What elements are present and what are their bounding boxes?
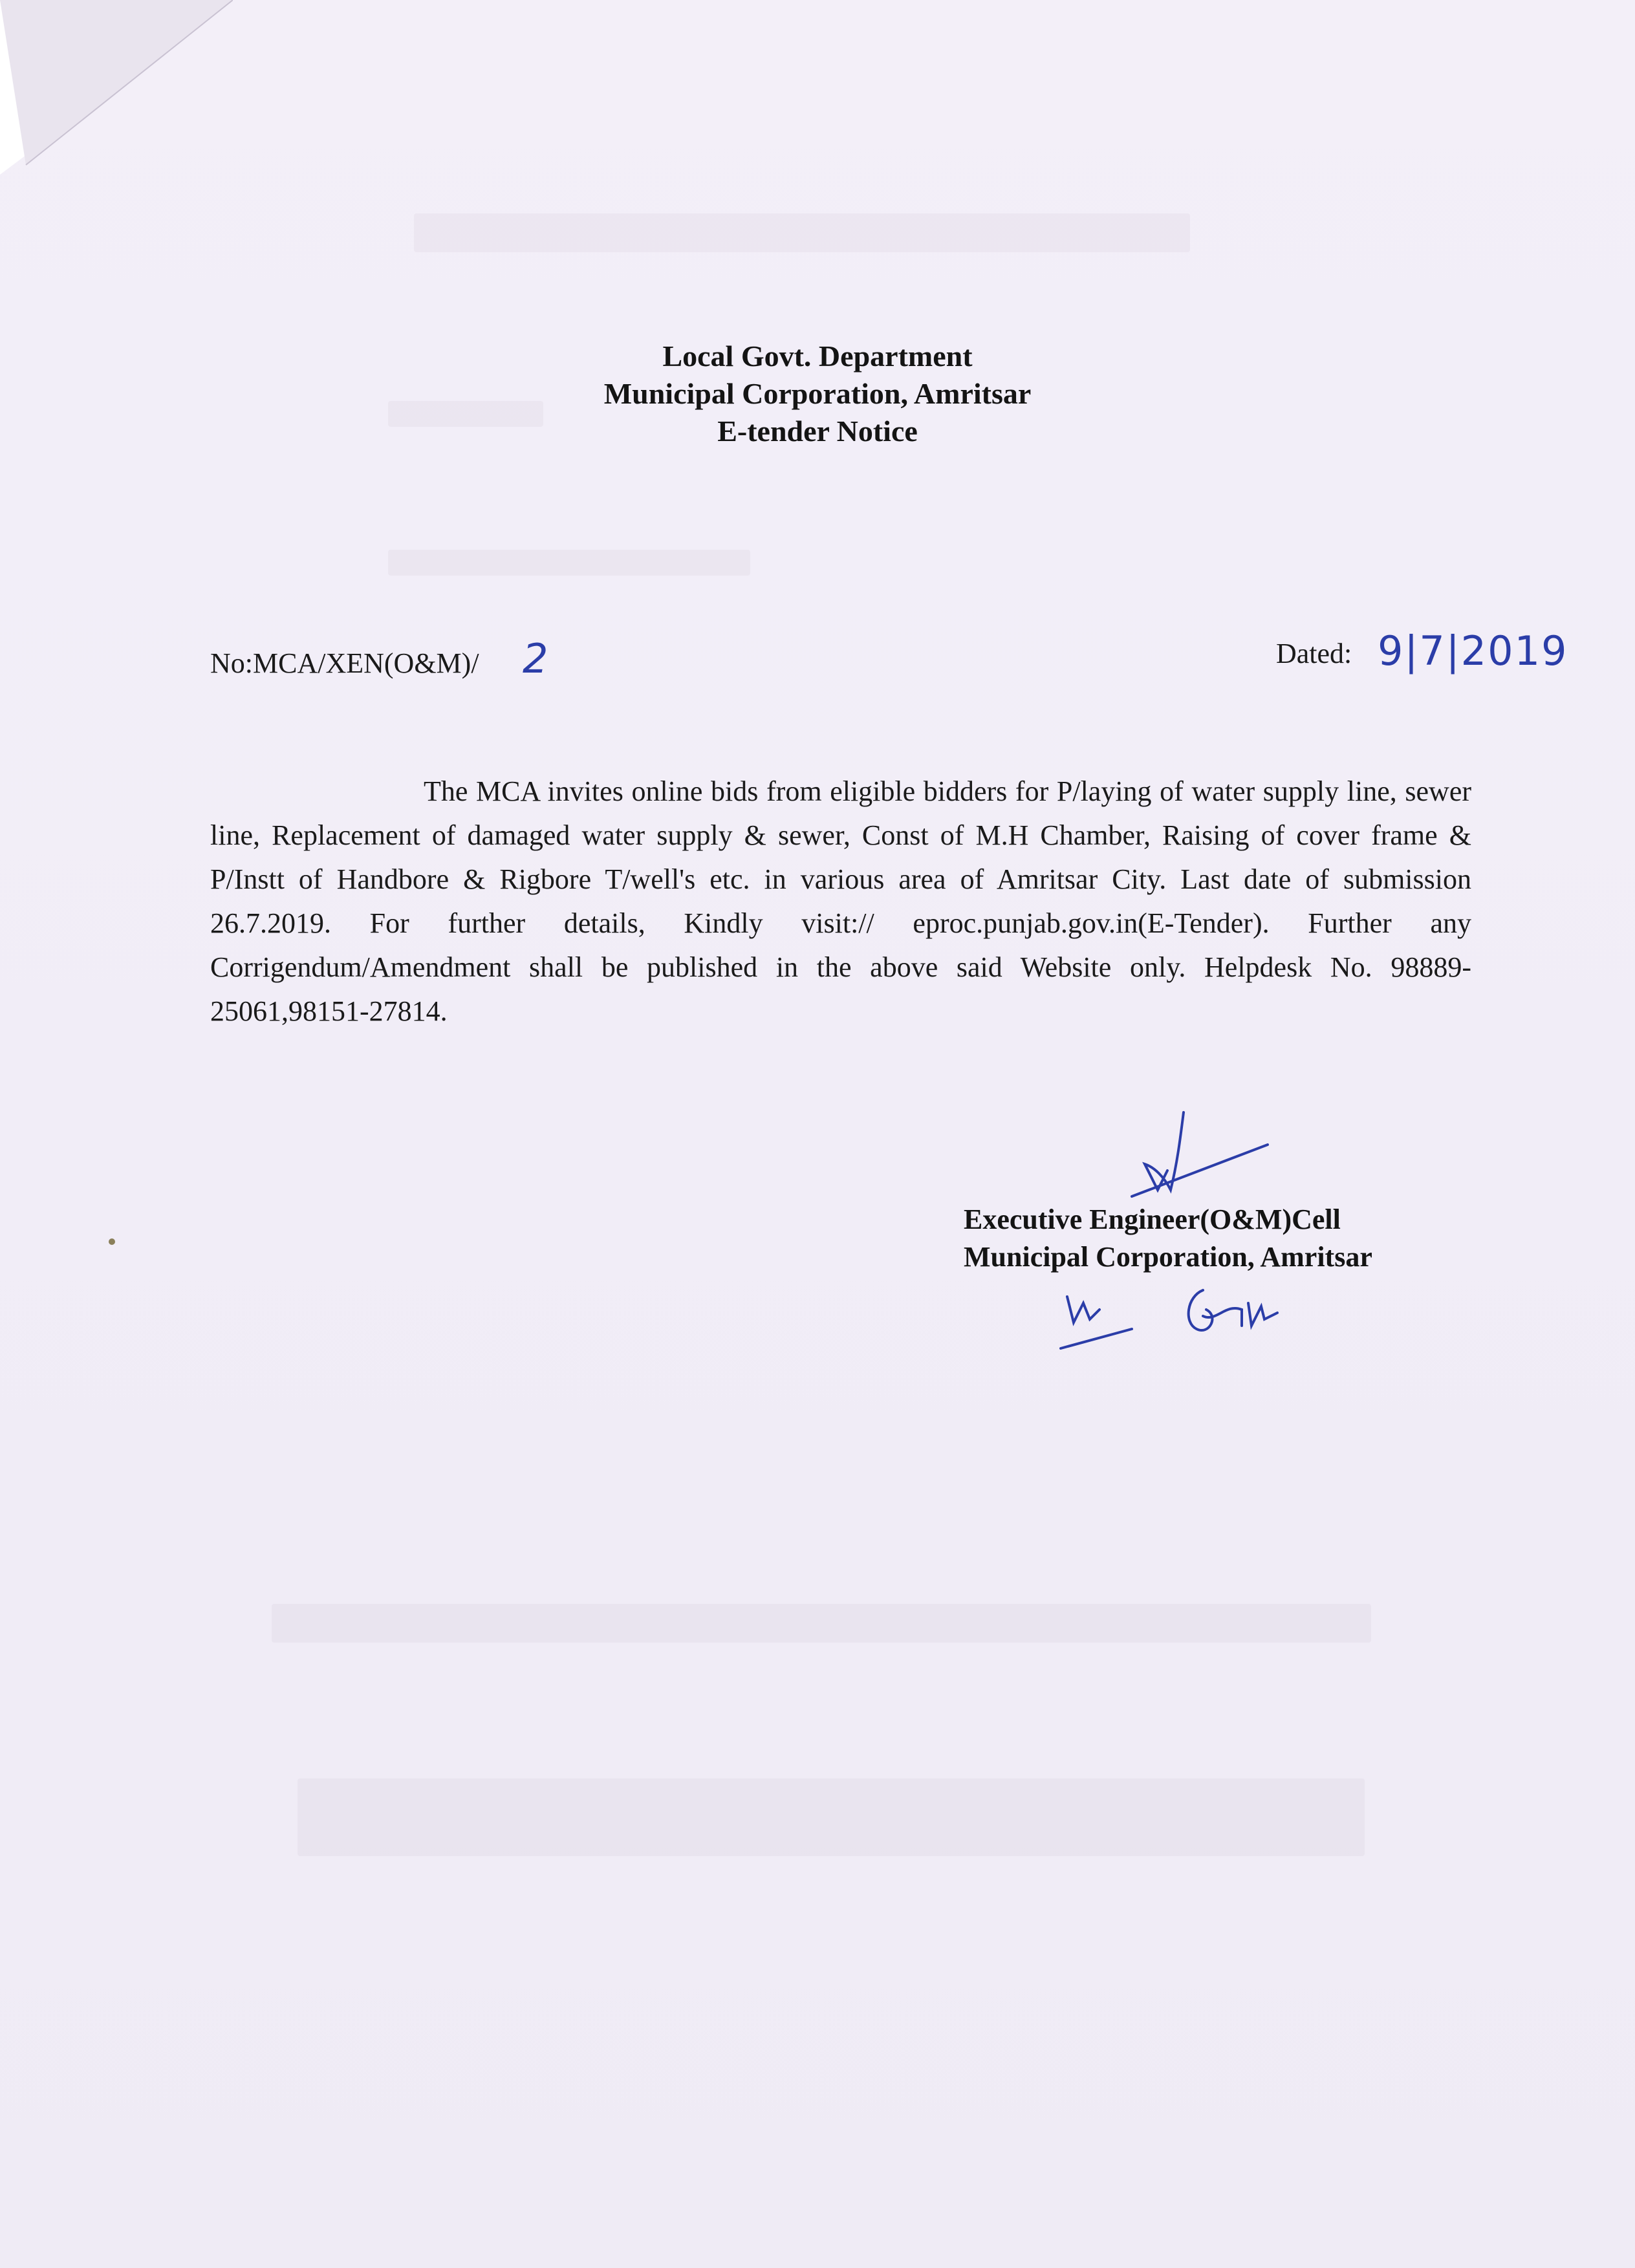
folded-corner — [0, 0, 233, 175]
dated-label: Dated: — [1276, 638, 1352, 669]
signatory-title: Executive Engineer(O&M)Cell — [964, 1204, 1341, 1235]
signatory-block — [964, 1201, 1372, 1276]
header-corporation: Municipal Corporation, Amritsar — [603, 377, 1032, 410]
header-department: Local Govt. Department — [662, 340, 973, 373]
header-notice-title: E-tender Notice — [717, 415, 918, 448]
bleed-through-mark — [388, 550, 750, 576]
reference-number-label: No:MCA/XEN(O&M)/ — [210, 647, 479, 679]
bleed-through-mark — [414, 213, 1190, 252]
speck — [109, 1238, 115, 1245]
bleed-through-mark — [272, 1604, 1371, 1643]
signatory-organization: Municipal Corporation, Amritsar — [964, 1241, 1372, 1273]
handwritten-initials — [1048, 1277, 1332, 1361]
notice-body-paragraph: The MCA invites online bids from eligible bidders for P/laying of water supply line, sewer line, Replacement of damaged water supply & sewer, Const of M.H Chamber, Raising of cover frame & P/Instt of Handbore & Rigbore T/well's etc. in various area of Amritsar City. Last date of submission 26.7.2019. For further details, Kindly visit:// eproc.punjab.gov.in(E-Tender). Further any Corrigendum/Amendment shall be published in the above said Website only. Helpdesk No. 98889-25061,98151-27814. — [210, 775, 1471, 1027]
reference-number-handwritten: 2 — [523, 635, 548, 682]
dated-handwritten: 9|7|2019 — [1378, 627, 1568, 675]
bleed-through-mark — [298, 1778, 1365, 1856]
